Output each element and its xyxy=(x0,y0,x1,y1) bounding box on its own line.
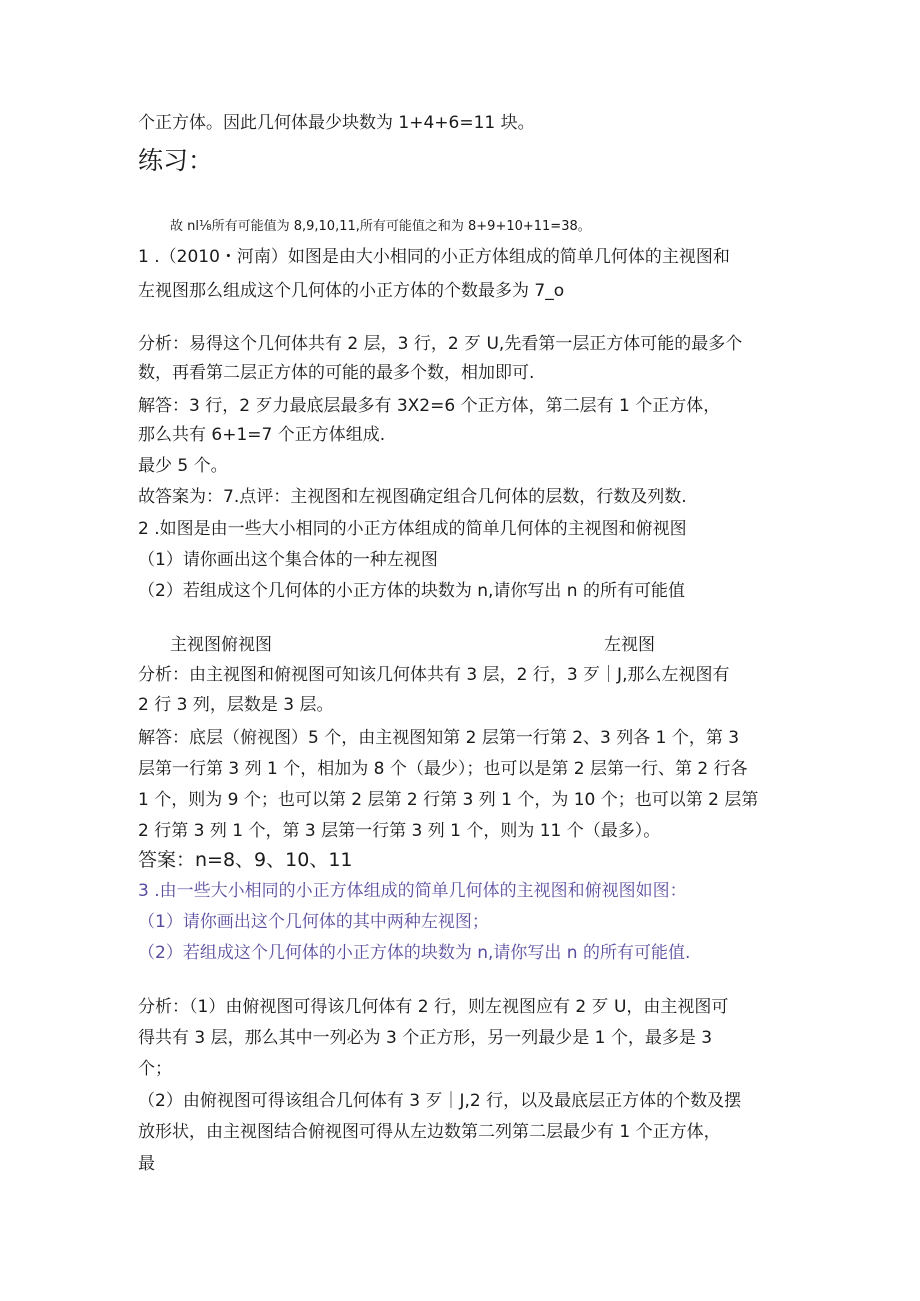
question-3: 3 .由一些大小相同的小正方体组成的简单几何体的主视图和俯视图如图： xyxy=(138,881,687,901)
section-heading-practice: 练习： xyxy=(138,146,214,175)
text-line: 最 xyxy=(138,1154,155,1174)
text-line: 放形状，由主视图结合俯视图可得从左边数第二列第二层最少有 1 个正方体， xyxy=(138,1122,721,1142)
question-2: 2 .如图是由一些大小相同的小正方体组成的简单几何体的主视图和俯视图 xyxy=(138,519,687,539)
text-line: 层第一行第 3 列 1 个，相加为 8 个（最少）；也可以是第 2 层第一行、第 2 行各 xyxy=(138,759,748,779)
text-line: 1 个，则为 9 个；也可以第 2 层第 2 行第 3 列 1 个，为 10 个；也可以第 2 层第 xyxy=(138,790,759,810)
answer-line: 解答：底层（俯视图）5 个，由主视图知第 2 层第一行第 2、3 列各 1 个，第 3 xyxy=(138,728,740,748)
text-line: （2）由俯视图可得该组合几何体有 3 歹｜J,2 行，以及最底层正方体的个数及摆 xyxy=(138,1091,742,1111)
text-line: 故答案为：7.点评：主视图和左视图确定组合几何体的层数，行数及列数. xyxy=(138,487,687,507)
sub-question: （2）若组成这个几何体的小正方体的块数为 n,请你写出 n 的所有可能值 xyxy=(138,581,685,601)
text-line: 那么共有 6+1=7 个正方体组成. xyxy=(138,425,386,445)
sub-question: （1）请你画出这个集合体的一种左视图 xyxy=(138,550,438,570)
text-line: 左视图那么组成这个几何体的小正方体的个数最多为 7_o xyxy=(138,281,565,301)
answer-line: 解答：3 行，2 歹力最底层最多有 3X2=6 个正方体，第二层有 1 个正方体， xyxy=(138,396,721,416)
sub-question: （2）若组成这个几何体的小正方体的块数为 n,请你写出 n 的所有可能值. xyxy=(138,943,691,963)
analysis-line: 分析：（1）由俯视图可得该几何体有 2 行，则左视图应有 2 歹 U，由主视图可 xyxy=(138,997,729,1017)
text-line: 故 nl⅛所有可能值为 8,9,10,11,所有可能值之和为 8+9+10+11=38。 xyxy=(170,219,591,234)
analysis-line: 分析：易得这个几何体共有 2 层，3 行，2 歹 U,先看第一层正方体可能的最多个 xyxy=(138,334,743,354)
analysis-line: 分析：由主视图和俯视图可知该几何体共有 3 层，2 行，3 歹｜J,那么左视图有 xyxy=(138,665,730,685)
answer-values: 答案：n=8、9、10、11 xyxy=(138,849,353,871)
text-line: 2 行第 3 列 1 个，第 3 层第一行第 3 列 1 个，则为 11 个（最多）。 xyxy=(138,821,661,841)
question-1: 1 .（2010・河南）如图是由大小相同的小正方体组成的简单几何体的主视图和 xyxy=(138,247,730,267)
text-line: 个； xyxy=(138,1059,172,1079)
sub-question: （1）请你画出这个几何体的其中两种左视图； xyxy=(138,912,489,932)
text-line: 2 行 3 列，层数是 3 层。 xyxy=(138,695,334,715)
figure-caption-left: 左视图 xyxy=(604,635,655,655)
figure-caption-main-top: 主视图俯视图 xyxy=(170,635,272,655)
text-line: 数，再看第二层正方体的可能的最多个数，相加即可. xyxy=(138,363,535,383)
text-line: 个正方体。因此几何体最少块数为 1+4+6=11 块。 xyxy=(138,113,535,133)
text-line: 最少 5 个。 xyxy=(138,456,228,476)
text-line: 得共有 3 层，那么其中一列必为 3 个正方形，另一列最少是 1 个，最多是 3 xyxy=(138,1028,713,1048)
